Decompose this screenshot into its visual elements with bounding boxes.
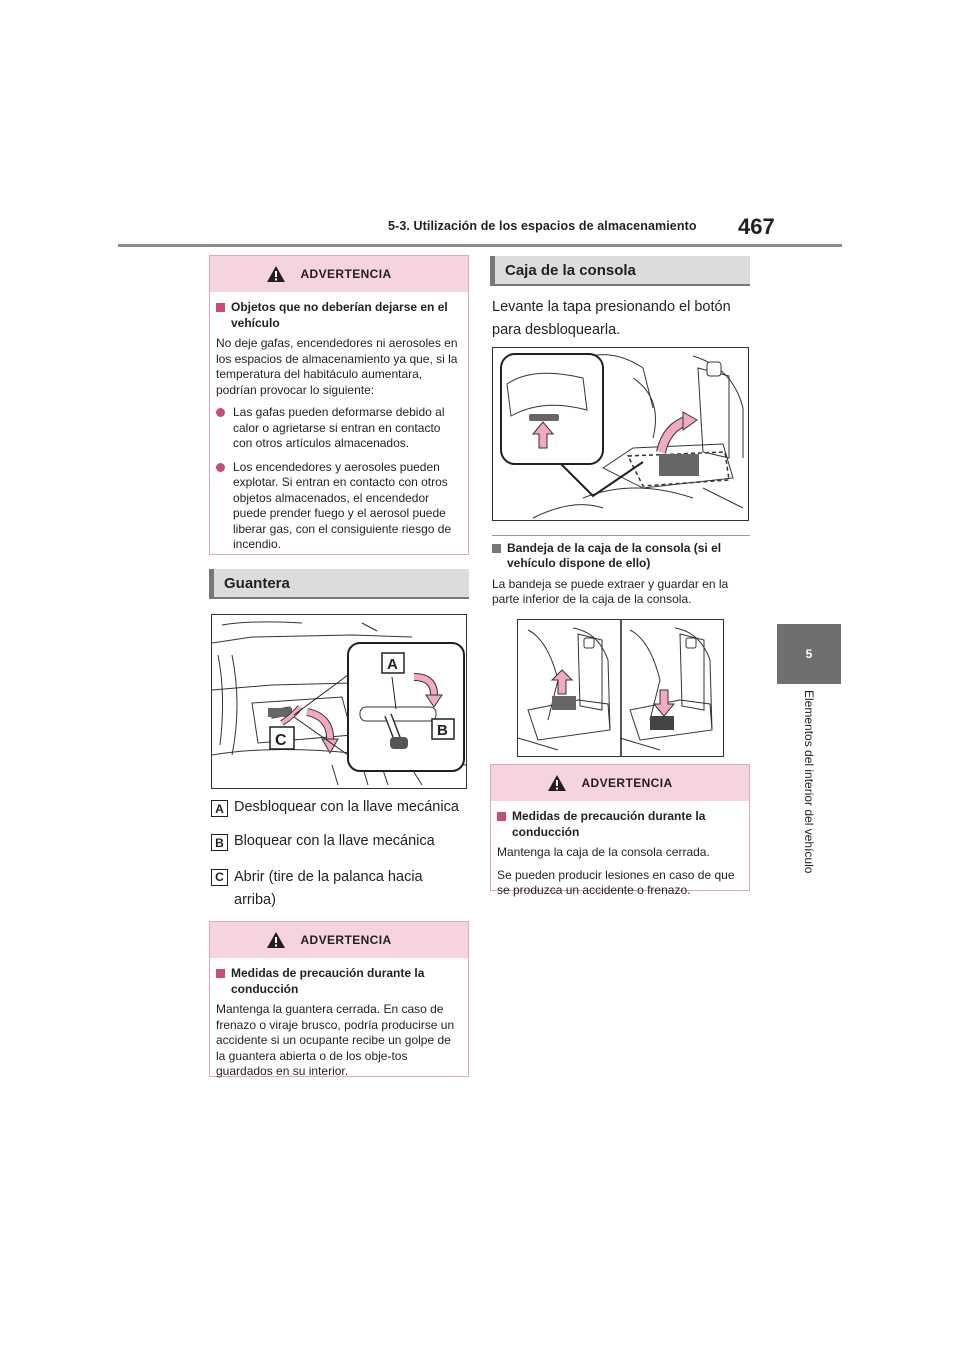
tray-illustration [518, 620, 723, 756]
legend-item-a [211, 799, 459, 817]
warning-heading: ADVERTENCIA [300, 267, 392, 281]
legend-letter: C [211, 869, 228, 886]
warning-paragraph: Mantenga la caja de la consola cerrada. [497, 845, 710, 859]
warning-box-objects [209, 255, 469, 555]
warning-subtitle: Objetos que no deberían dejarse en el vehículo [216, 300, 459, 331]
section-heading-guantera: Guantera [209, 569, 469, 599]
legend-text: Desbloquear con la llave mecánica [234, 799, 459, 815]
warning-triangle-icon [547, 774, 567, 792]
header-rule [118, 244, 842, 247]
circle-bullet-icon [216, 408, 225, 417]
chapter-title: Elementos del interior del vehículo [802, 690, 816, 874]
legend-item-c [211, 866, 431, 912]
label-a: A [387, 656, 398, 673]
warning-header [491, 765, 749, 801]
page-number: 467 [738, 214, 775, 239]
section-heading-consola: Caja de la consola [490, 256, 750, 286]
legend-letter: B [211, 834, 228, 851]
warning-bullet: Los encendedores y aerosoles pueden explotar. Si entran en contacto con otros objetos almacenados, el encendedor puede prender fuego y el aerosol puede liberar gas, con el consiguiente riesgo de incendio. [216, 460, 459, 553]
warning-paragraph: Mantenga la guantera cerrada. En caso de frenazo o viraje brusco, podría producirse un accidente si un ocupante recibe un golpe de la guantera abierta o de los obje-tos guardados en su interior. [216, 1002, 455, 1078]
warning-header [210, 256, 468, 292]
console-tray-title: Bandeja de la caja de la consola (si el vehículo dispone de ello) [492, 541, 752, 571]
square-bullet-icon [492, 544, 501, 553]
glovebox-figure [211, 614, 467, 789]
circle-bullet-icon [216, 463, 225, 472]
consola-intro: Levante la tapa presionando el botón para desbloquearla. [492, 299, 731, 338]
legend-letter: A [211, 800, 228, 817]
warning-box-console [490, 764, 750, 897]
square-bullet-icon [216, 303, 225, 312]
chapter-label [777, 690, 841, 890]
warning-box-glovebox [209, 921, 469, 1077]
warning-subtitle: Medidas de precaución durante la conducción [216, 966, 459, 997]
warning-triangle-icon [266, 931, 286, 949]
square-bullet-icon [497, 812, 506, 821]
section-title: 5-3. Utilización de los espacios de almacenamiento [388, 219, 697, 233]
warning-paragraph: No deje gafas, encendedores ni aerosoles en los espacios de almacenamiento ya que, si la temperatura del habitáculo aumentara, podrían provocar lo siguiente: [216, 336, 458, 397]
label-c: C [275, 732, 287, 749]
chapter-tab: 5 [777, 624, 841, 684]
warning-header [210, 922, 468, 958]
warning-subtitle: Medidas de precaución durante la conducción [497, 809, 740, 840]
glovebox-illustration [212, 615, 466, 788]
legend-text: Abrir (tire de la palanca hacia arriba) [234, 869, 423, 908]
console-illustration [493, 348, 748, 520]
warning-heading: ADVERTENCIA [581, 776, 673, 790]
warning-triangle-icon [266, 265, 286, 283]
warning-heading: ADVERTENCIA [300, 933, 392, 947]
warning-bullet: Las gafas pueden deformarse debido al calor o agrietarse si entran en contacto con otros artículos almacenados. [216, 405, 459, 452]
console-tray-section [492, 541, 752, 607]
legend-item-b [211, 833, 435, 851]
divider [492, 535, 750, 536]
console-tray-text: La bandeja se puede extraer y guardar en la parte inferior de la caja de la consola. [492, 577, 729, 606]
square-bullet-icon [216, 969, 225, 978]
warning-paragraph: Se pueden producir lesiones en caso de que se produzca un accidente o frenazo. [497, 867, 735, 897]
console-figure [492, 347, 749, 521]
label-b: B [437, 722, 448, 739]
legend-text: Bloquear con la llave mecánica [234, 833, 435, 849]
tray-figure [517, 619, 724, 757]
